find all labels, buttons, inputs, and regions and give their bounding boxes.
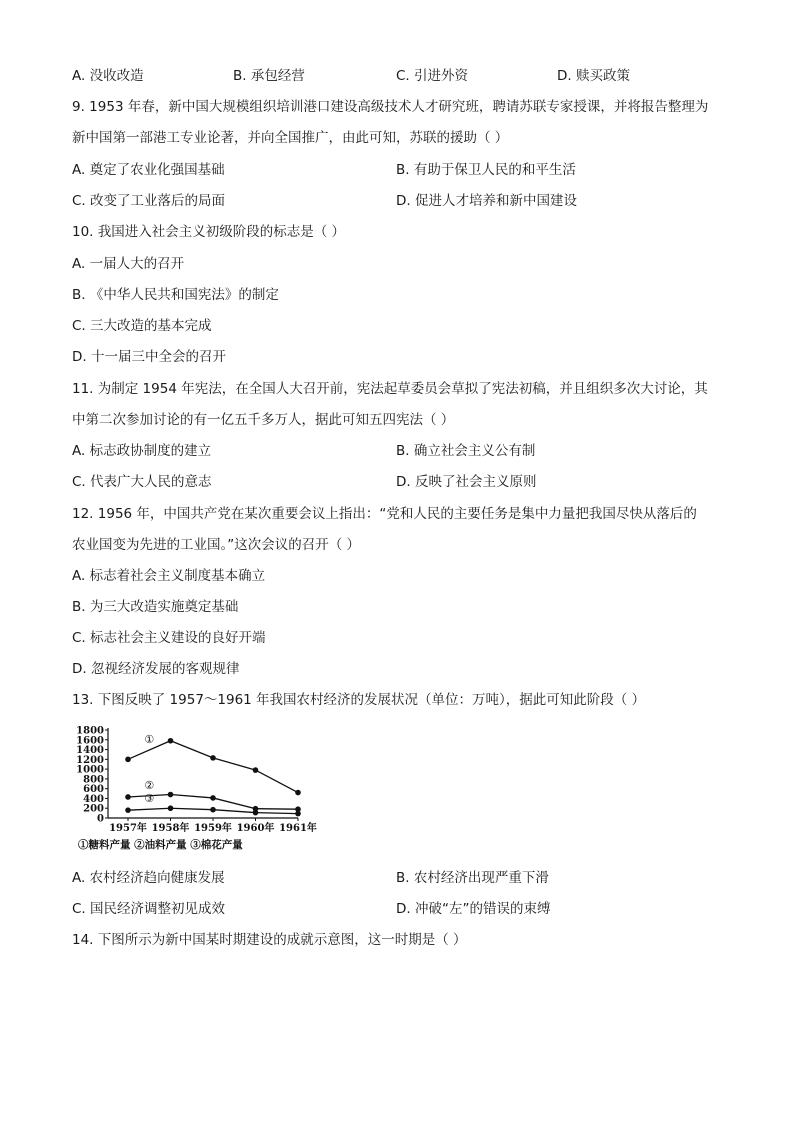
series-1-point [168,738,174,744]
chart-x-ticks [109,818,317,834]
q9-option-d: D. 促进人才培养和新中国建设 [396,193,577,209]
q13-option-d: D. 冲破“左”的错误的束缚 [396,901,551,917]
q8-option-b: B. 承包经营 [233,68,305,84]
q13-line-chart [74,724,317,852]
q12-option-c: C. 标志社会主义建设的良好开端 [72,630,266,646]
series-3-point [295,811,301,817]
y-tick-label: 200 [83,803,104,815]
y-tick-label: 800 [83,774,104,786]
q8-option-a: A. 没收改造 [72,68,144,84]
q10-stem: 10. 我国进入社会主义初级阶段的标志是（ ） [72,224,346,240]
series-2-point [125,794,131,800]
series-3-point [125,807,131,813]
q11-option-b: B. 确立社会主义公有制 [396,443,536,459]
y-tick-label: 400 [83,793,104,805]
x-tick-label: 1958年 [151,823,190,834]
q11-option-c: C. 代表广大人民的意志 [72,474,212,490]
q10-option-b: B. 《中华人民共和国宪法》的制定 [72,287,279,303]
series-3-point [210,807,216,813]
series-1-marker-label: ① [144,733,155,747]
series-3-point [168,805,174,811]
y-tick-label: 1600 [76,735,104,747]
series-3-marker-label: ③ [144,792,155,806]
q12-option-d: D. 忽视经济发展的客观规律 [72,661,240,677]
chart-series [125,733,301,816]
q11-option-d: D. 反映了社会主义原则 [396,474,537,490]
q9-stem-line-1: 9. 1953 年春，新中国大规模组织培训港口建设高级技术人才研究班，聘请苏联专家授课，并将报告整理为 [72,99,709,115]
series-2-point [210,795,216,801]
y-tick-label: 1000 [76,764,104,776]
chart-axes [108,728,298,818]
q11-stem-line-2: 中第二次参加讨论的有一亿五千多万人，据此可知五四宪法（ ） [72,412,455,428]
series-1-point [295,790,301,796]
q12-option-a: A. 标志着社会主义制度基本确立 [72,568,266,584]
q8-option-d: D. 赎买政策 [557,68,630,84]
y-tick-label: 1400 [76,745,104,757]
series-1-point [125,757,131,763]
y-tick-label: 1200 [76,754,104,766]
series-1-point [253,767,259,773]
y-tick-label: 600 [83,784,104,796]
q9-stem-line-2: 新中国第一部港工专业论著，并向全国推广，由此可知，苏联的援助（ ） [72,130,509,146]
chart-y-ticks [76,726,108,825]
q9-option-b: B. 有助于保卫人民的和平生活 [396,162,576,178]
series-1-point [210,755,216,761]
q11-stem-line-1: 11. 为制定 1954 年宪法，在全国人大召开前，宪法起草委员会草拟了宪法初稿，并且组织多次大讨论，其 [72,381,708,397]
q13-option-c: C. 国民经济调整初见成效 [72,901,226,917]
q9-option-a: A. 奠定了农业化强国基础 [72,162,225,178]
x-tick-label: 1957年 [109,823,147,834]
series-2-point [168,792,174,798]
q10-option-c: C. 三大改造的基本完成 [72,318,212,334]
q13-option-b: B. 农村经济出现严重下滑 [396,870,549,886]
series-2-marker-label: ② [144,778,155,792]
y-tick-label: 0 [97,813,104,825]
q12-stem-line-1: 12. 1956 年，中国共产党在某次重要会议上指出：“党和人民的主要任务是集中力量把我国尽快从落后的 [72,506,697,522]
q14-stem: 14. 下图所示为新中国某时期建设的成就示意图，这一时期是（ ） [72,932,467,948]
q11-option-a: A. 标志政协制度的建立 [72,443,212,459]
q12-stem-line-2: 农业国变为先进的工业国。”这次会议的召开（ ） [72,537,361,553]
q12-option-b: B. 为三大改造实施奠定基础 [72,599,239,615]
x-tick-label: 1961年 [279,823,317,834]
q13-stem: 13. 下图反映了 1957～1961 年我国农村经济的发展状况（单位：万吨），据此可知此阶段（ ） [72,692,646,708]
chart-legend: ①糖料产量 ②油料产量 ③棉花产量 [78,839,243,851]
x-tick-label: 1959年 [194,823,232,834]
y-tick-label: 1800 [76,725,104,737]
q13-option-a: A. 农村经济趋向健康发展 [72,870,225,886]
series-3-point [253,810,259,816]
q10-option-d: D. 十一届三中全会的召开 [72,349,226,365]
x-tick-label: 1960年 [236,823,275,834]
q9-option-c: C. 改变了工业落后的局面 [72,193,226,209]
q8-option-c: C. 引进外资 [396,68,469,84]
q10-option-a: A. 一届人大的召开 [72,256,185,272]
